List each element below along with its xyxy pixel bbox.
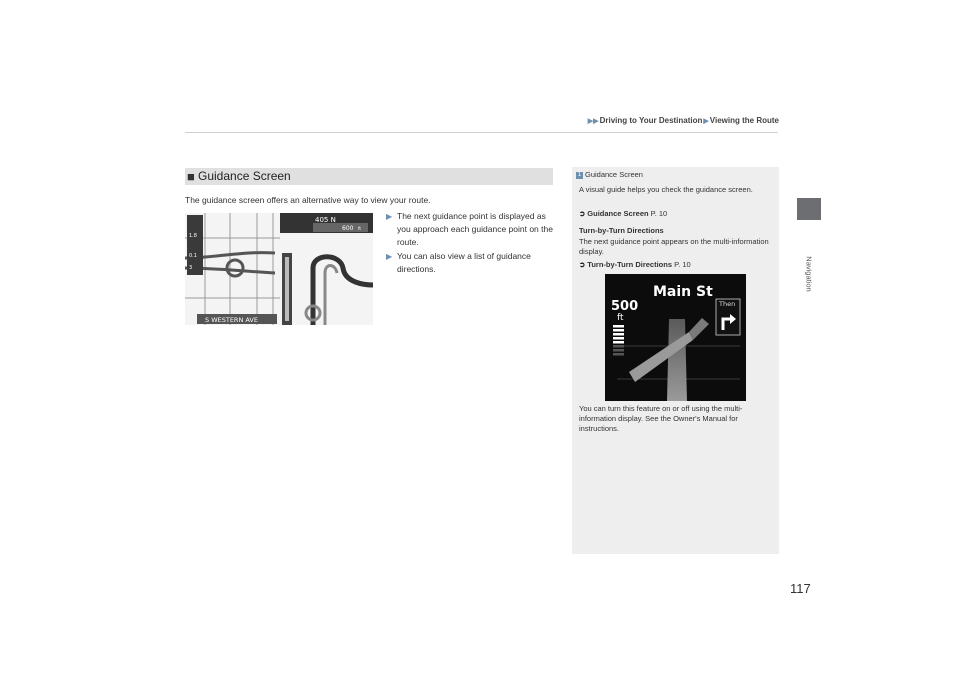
note-sub-heading: Turn-by-Turn Directions bbox=[579, 226, 664, 235]
mid-then-label: Then bbox=[719, 300, 736, 308]
bullet-item bbox=[386, 210, 556, 249]
map-route-sign: 405 N bbox=[315, 216, 336, 224]
map-next-distance-unit: ft bbox=[358, 226, 361, 231]
note-reference-1[interactable] bbox=[579, 209, 769, 219]
breadcrumb bbox=[560, 116, 779, 125]
note-reference-1-page: P. 10 bbox=[650, 209, 668, 218]
map-left-distance-2: 0.1 bbox=[189, 253, 197, 259]
bullet-arrow-icon: ▶ bbox=[386, 212, 393, 221]
bullet-item bbox=[386, 250, 556, 276]
chapter-tab-marker bbox=[797, 198, 821, 220]
note-text-3: You can turn this feature on or off using the multi-information display. See the Owner's Manual for instructions. bbox=[579, 404, 743, 433]
page-number: 117 bbox=[790, 581, 811, 596]
multi-information-display-image bbox=[605, 274, 746, 401]
chapter-tab-label-text: Navigation bbox=[804, 256, 814, 292]
section-heading bbox=[185, 168, 553, 185]
mid-distance-unit: ft bbox=[617, 313, 624, 323]
note-reference-2-page: P. 10 bbox=[674, 260, 691, 269]
reference-arrow-icon: ➲ bbox=[579, 260, 586, 269]
section-title: Guidance Screen bbox=[198, 169, 291, 183]
chapter-tab-label bbox=[804, 244, 814, 304]
bullet-arrow-icon: ▶ bbox=[386, 252, 393, 261]
bullet-text: You can also view a list of guidance directions. bbox=[397, 251, 531, 274]
note-reference-2-label: Turn-by-Turn Directions bbox=[587, 260, 673, 269]
note-text-1: A visual guide helps you check the guidance screen. bbox=[579, 185, 753, 194]
note-reference-2[interactable] bbox=[579, 260, 769, 270]
mid-distance: 500 bbox=[611, 299, 639, 314]
mid-street-name: Main St bbox=[653, 284, 713, 300]
note-number: 1 bbox=[577, 171, 582, 178]
breadcrumb-arrow-icon: ▶▶ bbox=[587, 118, 599, 125]
map-next-distance: 600 bbox=[342, 225, 354, 232]
note-header bbox=[576, 170, 643, 179]
breadcrumb-arrow-icon: ▶ bbox=[703, 118, 709, 125]
breadcrumb-item-1: Driving to Your Destination bbox=[599, 116, 703, 125]
section-intro: The guidance screen offers an alternative way to view your route. bbox=[185, 195, 431, 205]
map-left-distance-3: 3 bbox=[189, 265, 193, 271]
reference-arrow-icon: ➲ bbox=[579, 209, 586, 218]
note-reference-1-label: Guidance Screen bbox=[587, 209, 649, 218]
note-title: Guidance Screen bbox=[585, 170, 643, 179]
bullet-text: The next guidance point is displayed as you approach each guidance point on the route. bbox=[397, 211, 553, 247]
square-bullet-icon: ■ bbox=[187, 169, 195, 184]
note-text-2: The next guidance point appears on the multi-information display. bbox=[579, 237, 769, 256]
breadcrumb-item-2: Viewing the Route bbox=[709, 116, 779, 125]
header-divider bbox=[185, 132, 778, 133]
guidance-screen-image bbox=[185, 213, 373, 325]
map-street-label: S WESTERN AVE bbox=[205, 316, 258, 324]
map-left-distance-1: 1.8 bbox=[189, 233, 197, 239]
